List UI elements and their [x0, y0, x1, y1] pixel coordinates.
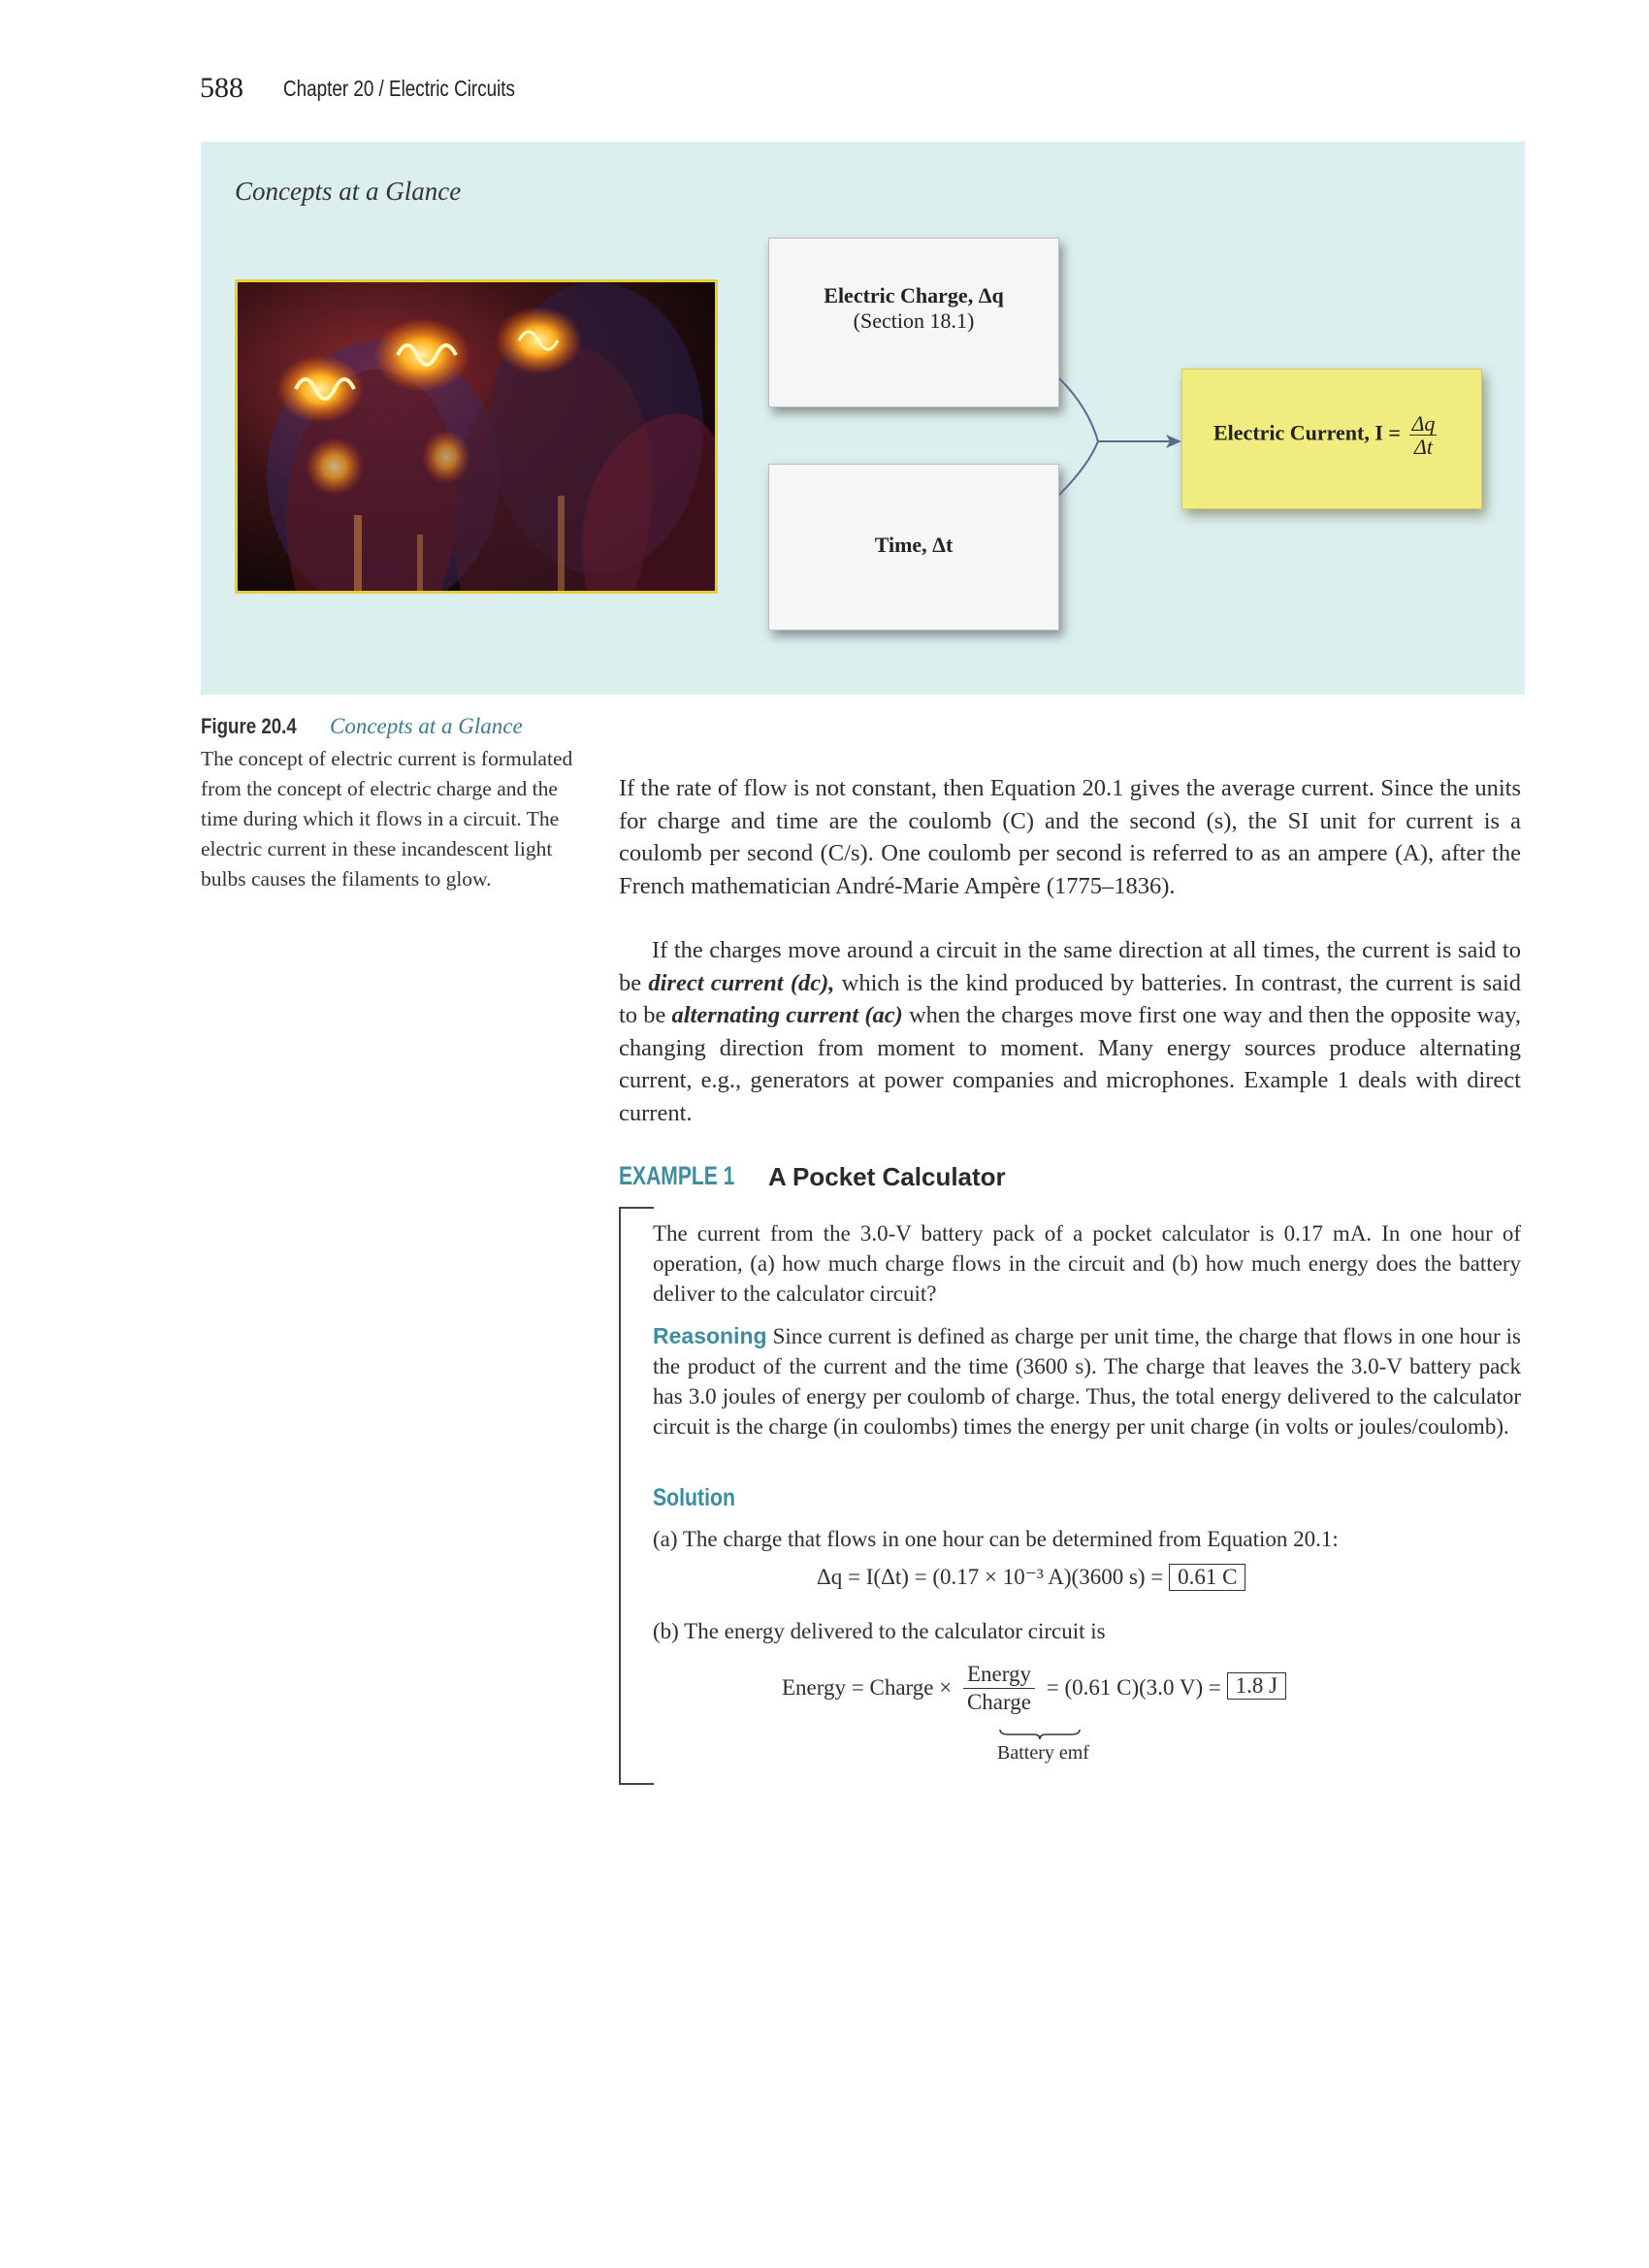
equation-energy-lhs: Energy = Charge × [782, 1675, 953, 1701]
energy-fraction [963, 1661, 1035, 1715]
light-bulbs-image [238, 282, 715, 591]
para2-text-3: when the charges move first one way and then the opposite way, changing direction from moment to moment. Many energy sources produce alternating current, e.g., generators at power companies and microphones. Example 1 deals with direct current. [619, 1002, 1521, 1126]
energy-numerator: Energy [963, 1661, 1035, 1689]
energy-denominator: Charge [966, 1689, 1031, 1714]
reasoning-text: Since current is defined as charge per unit time, the charge that flows in one hour is the product of the current and the time (3600 s). The charge that leaves the 3.0-V battery pack has 3.0 joules of energy per coulomb of charge. Thus, the total energy delivered to the calculator circuit is the charge (in coulombs) times the energy per unit charge (in volts or joules/coulomb). [653, 1324, 1521, 1439]
section-reference: (Section 18.1) [853, 308, 975, 333]
page-number: 588 [200, 72, 243, 104]
electric-current-box [1181, 369, 1482, 509]
figure-concepts-title: Concepts at a Glance [330, 714, 523, 738]
current-fraction [1409, 412, 1437, 458]
equation-charge [817, 1564, 1245, 1591]
concept-panel-title: Concepts at a Glance [235, 177, 462, 206]
solution-part-a: (a) The charge that flows in one hour can be determined from Equation 20.1: [653, 1527, 1339, 1551]
equation-charge-expression: Δq = I(Δt) = (0.17 × 10⁻³ A)(3600 s) = [817, 1565, 1164, 1589]
body-paragraph-2 [619, 934, 1521, 1129]
figure-label: Figure 20.4 [201, 714, 297, 738]
example-label: EXAMPLE 1 [619, 1161, 735, 1190]
light-bulbs-photo [235, 279, 718, 594]
term-alternating-current: alternating current (ac) [671, 1002, 903, 1028]
para2-text-1: If the charges move around a circuit in the same direction at all times, the current is said to be [619, 937, 1521, 996]
body-paragraph-1: If the rate of flow is not constant, then Equation 20.1 gives the average current. Since the units for charge and time are the coulomb (C) and the second (s), the SI unit for current is a coulomb per second (C/s). One coulomb per second is referred to as an ampere (A), after the French mathematician André-Marie Ampère (1775–1836). [619, 775, 1521, 899]
electric-charge-box [768, 238, 1059, 407]
example-reasoning [653, 1321, 1521, 1442]
time-box: Time, Δt [768, 464, 1059, 631]
concept-arrows [1059, 349, 1185, 524]
solution-heading: Solution [653, 1484, 735, 1511]
figure-caption: The concept of electric current is formulated from the concept of electric charge and the time during which it flows in a circuit. The electric current in these incandescent light bulbs causes the filaments to glow. [201, 747, 573, 891]
equation-energy [782, 1661, 1286, 1715]
term-direct-current: direct current (dc), [648, 969, 835, 996]
electric-charge-label: Electric Charge, Δq [824, 283, 1004, 308]
current-numerator: Δq [1411, 411, 1436, 436]
solution-part-b: (b) The energy delivered to the calculator circuit is [653, 1619, 1106, 1643]
example-title: A Pocket Calculator [768, 1162, 1006, 1191]
equation-energy-rhs: = (0.61 C)(3.0 V) = [1046, 1675, 1221, 1701]
battery-emf-label: Battery emf [997, 1742, 1089, 1764]
running-header: Chapter 20 / Electric Circuits [283, 76, 515, 101]
example-problem: The current from the 3.0-V battery pack of a pocket calculator is 0.17 mA. In one hour of operation, (a) how much charge flows in the circuit and (b) how much energy does the battery deliver to the calculator circuit? [653, 1221, 1521, 1306]
para2-text-2: which is the kind produced by batteries. In contrast, the current is said to be [619, 969, 1521, 1028]
reasoning-heading: Reasoning [653, 1323, 767, 1348]
underbrace-icon [999, 1729, 1081, 1740]
answer-energy: 1.8 J [1227, 1672, 1286, 1700]
example-bracket [619, 1207, 654, 1785]
current-denominator: Δt [1413, 435, 1433, 460]
electric-current-label: Electric Current, I = [1213, 420, 1401, 445]
answer-charge: 0.61 C [1169, 1564, 1245, 1591]
